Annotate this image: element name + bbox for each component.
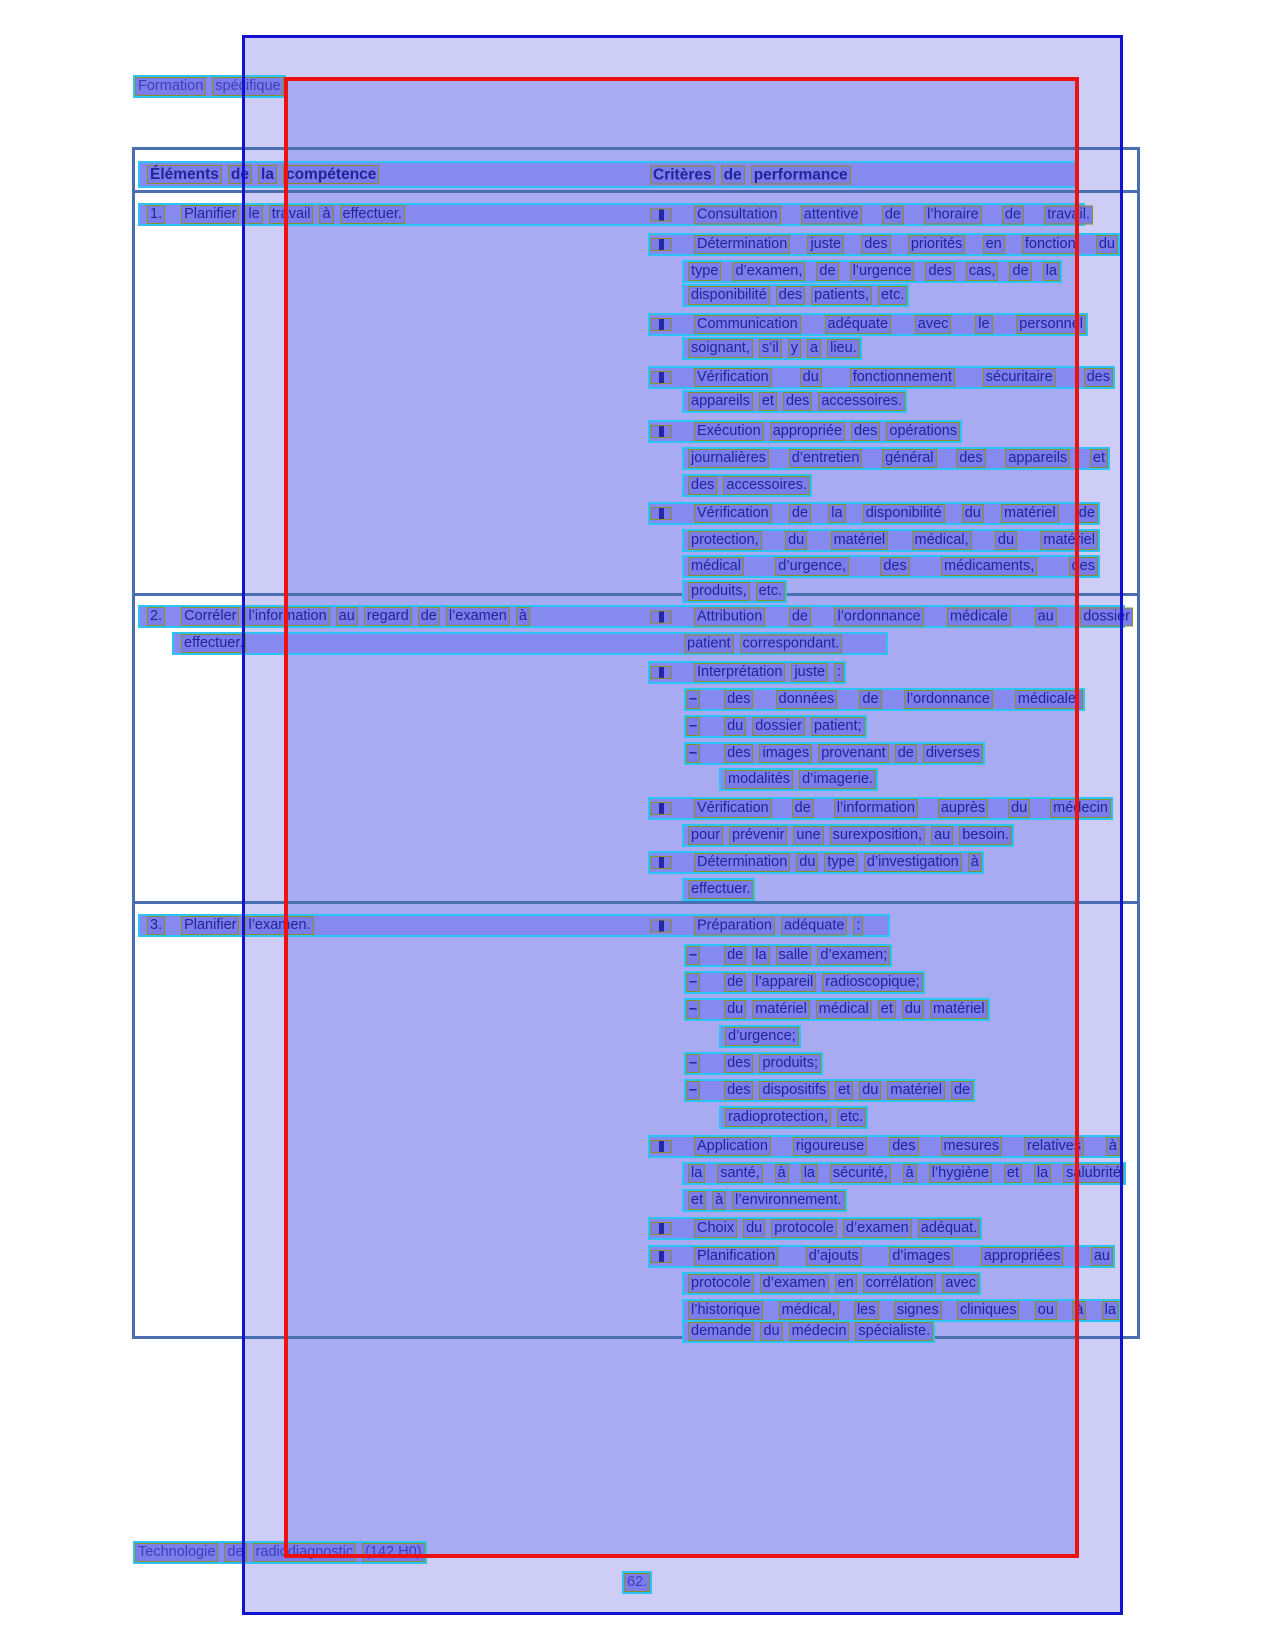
ocr-word: type [824, 853, 857, 872]
ocr-word: du [785, 531, 807, 550]
ocr-word: 1. [147, 205, 165, 224]
ocr-word: de [721, 165, 745, 184]
ocr-word: des [724, 744, 753, 763]
ocr-word: Application [694, 1137, 771, 1156]
ocr-word: et [1090, 449, 1108, 468]
ocr-word: d’examen; [817, 946, 890, 965]
ocr-word: Interprétation [694, 663, 785, 682]
ocr-word: de [1076, 504, 1098, 523]
ocr-word: dispositifs [759, 1081, 829, 1100]
ocr-word: adéquate [781, 916, 847, 935]
ocr-word: mesures [941, 1137, 1003, 1156]
ocr-word: au [336, 607, 358, 626]
ocr-word: d’urgence; [725, 1027, 799, 1046]
ocr-word: à [319, 205, 333, 224]
ocr-word: médicale [947, 607, 1011, 626]
ocr-word: rigoureuse [793, 1137, 868, 1156]
ocr-word: et [688, 1191, 706, 1210]
ocr-word: performance [751, 165, 851, 184]
ocr-word: produits, [688, 582, 750, 601]
ocr-word: spécifique [212, 77, 283, 96]
ocr-word: des [880, 557, 909, 576]
ocr-word: de [724, 973, 746, 992]
ocr-word: du [724, 717, 746, 736]
ocr-word: médical [816, 1000, 872, 1019]
ocr-word: de [228, 165, 252, 184]
ocr-word: la [828, 504, 845, 523]
ocr-word: images [759, 744, 812, 763]
ocr-word: et [759, 392, 777, 411]
ocr-word: correspondant. [740, 634, 843, 653]
ocr-word: avec [942, 1274, 979, 1293]
ocr-word: attentive [801, 205, 862, 224]
element-cell-text [181, 634, 246, 653]
ocr-word: Planification [694, 1247, 778, 1266]
ocr-word: Planifier [181, 205, 239, 224]
ocr-word: du [796, 853, 818, 872]
ocr-word: le [975, 315, 992, 334]
ocr-word: juste [791, 663, 828, 682]
ocr-word: patient; [811, 717, 865, 736]
ocr-word: la [801, 1164, 818, 1183]
ocr-word: l’examen. [245, 916, 313, 935]
ocr-word: l’horaire [924, 205, 982, 224]
ocr-word: besoin. [959, 826, 1012, 845]
ocr-word: Vérification [694, 368, 772, 387]
ocr-word: l’information [834, 799, 918, 818]
ocr-word: priorités [908, 235, 966, 254]
ocr-word: médical, [912, 531, 972, 550]
ocr-word: du [760, 1322, 782, 1341]
ocr-word: type [688, 262, 721, 281]
ocr-word: Détermination [694, 235, 790, 254]
ocr-word: des [889, 1137, 918, 1156]
ocr-word: du [724, 1000, 746, 1019]
ocr-word: la [1043, 262, 1060, 281]
ocr-word: la [752, 946, 769, 965]
ocr-word: la [258, 165, 277, 184]
ocr-word: Formation [135, 77, 206, 96]
ocr-word: médical, [779, 1301, 839, 1320]
ocr-word: modalités [725, 770, 793, 789]
ocr-word: d’ajouts [806, 1247, 862, 1266]
ocr-word: protocole [688, 1274, 754, 1293]
ocr-word: pour [688, 826, 723, 845]
ocr-word: dossier [752, 717, 805, 736]
ocr-word: – [686, 717, 700, 736]
ocr-word: matériel [752, 1000, 810, 1019]
ocr-word: des [688, 476, 717, 495]
ocr-word: radiodiagnostic [253, 1543, 357, 1562]
ocr-word: d’examen, [732, 262, 805, 281]
ocr-word: fonction [1022, 235, 1079, 254]
ocr-word: à [775, 1164, 789, 1183]
ocr-word: au [1091, 1247, 1113, 1266]
ocr-word: compétence [283, 165, 379, 184]
ocr-word: Consultation [694, 205, 781, 224]
ocr-word: des [724, 690, 753, 709]
ocr-word: patient [684, 634, 734, 653]
ocr-word: du [859, 1081, 881, 1100]
ocr-word: des [956, 449, 985, 468]
ocr-word: données [776, 690, 838, 709]
ocr-word: des [851, 422, 880, 441]
ocr-word: Corréler [181, 607, 239, 626]
ocr-word: au [931, 826, 953, 845]
ocr-word: médical [688, 557, 744, 576]
ocr-word: relatives [1024, 1137, 1084, 1156]
ocr-word: demande [688, 1322, 754, 1341]
ocr-word: Technologie [135, 1543, 218, 1562]
ocr-word: et [878, 1000, 896, 1019]
ocr-word: – [686, 690, 700, 709]
ocr-word: regard [364, 607, 412, 626]
ocr-word: spécialiste. [855, 1322, 933, 1341]
ocr-word: produits; [759, 1054, 821, 1073]
ocr-word: de [789, 607, 811, 626]
ocr-word: disponibilité [863, 504, 945, 523]
ocr-word: l’hygiène [929, 1164, 992, 1183]
ocr-word: et [835, 1081, 853, 1100]
ocr-word: la [1102, 1301, 1119, 1320]
ocr-word: dossier [1080, 607, 1133, 626]
ocr-word: les [854, 1301, 879, 1320]
ocr-word: des [776, 286, 805, 305]
ocr-word: général [882, 449, 936, 468]
ocr-word: d’urgence, [775, 557, 849, 576]
ocr-word: de [816, 262, 838, 281]
ocr-word: opérations [886, 422, 960, 441]
ocr-word: : [834, 663, 844, 682]
ocr-word: d’investigation [864, 853, 962, 872]
ocr-word: prévenir [729, 826, 787, 845]
ocr-word: etc. [756, 582, 785, 601]
ocr-word: à [1072, 1301, 1086, 1320]
ocr-word: Critères [650, 165, 715, 184]
ocr-word: ou [1035, 1301, 1057, 1320]
ocr-word: diverses [923, 744, 983, 763]
ocr-word: effectuer. [688, 880, 753, 899]
ocr-word: de [951, 1081, 973, 1100]
ocr-word: soignant, [688, 339, 753, 358]
ocr-word: disponibilité [688, 286, 770, 305]
ocr-word: fonctionnement [850, 368, 955, 387]
ocr-word: santé, [717, 1164, 763, 1183]
ocr-word: Choix [694, 1219, 737, 1238]
ocr-word: protocole [771, 1219, 837, 1238]
ocr-word: y [788, 339, 801, 358]
ocr-word: a [807, 339, 821, 358]
ocr-word: de [789, 504, 811, 523]
ocr-word: provenant [818, 744, 889, 763]
ocr-word: – [686, 1000, 700, 1019]
ocr-word: travail [269, 205, 314, 224]
ocr-word: l’historique [688, 1301, 763, 1320]
ocr-word: cas, [966, 262, 999, 281]
ocr-word: des [783, 392, 812, 411]
ocr-word: Préparation [694, 916, 775, 935]
ocr-word: salubrité [1063, 1164, 1124, 1183]
ocr-word: de [859, 690, 881, 709]
ocr-word: Planifier [181, 916, 239, 935]
ocr-word: – [686, 1054, 700, 1073]
ocr-word: 62. [624, 1573, 650, 1592]
ocr-word: en [983, 235, 1005, 254]
ocr-word: de [1009, 262, 1031, 281]
ocr-word: protection, [688, 531, 762, 550]
ocr-word: d’entretien [789, 449, 863, 468]
ocr-word: l’urgence [850, 262, 915, 281]
ocr-word: personnel [1016, 315, 1086, 334]
ocr-word: matériel [930, 1000, 988, 1019]
ocr-word: à [968, 853, 982, 872]
ocr-word: Détermination [694, 853, 790, 872]
ocr-word: Vérification [694, 799, 772, 818]
ocr-word: du [743, 1219, 765, 1238]
ocr-word: du [902, 1000, 924, 1019]
ocr-word: effectuer. [181, 634, 246, 653]
ocr-word: d’examen [843, 1219, 912, 1238]
ocr-word: accessoires. [818, 392, 905, 411]
ocr-word: etc. [878, 286, 907, 305]
ocr-word: sécurité, [830, 1164, 891, 1183]
ocr-word: accessoires. [723, 476, 810, 495]
ocr-word: journalières [688, 449, 769, 468]
ocr-word: une [793, 826, 823, 845]
ocr-word: l’information [245, 607, 329, 626]
ocr-word: l’appareil [752, 973, 816, 992]
ocr-word: lieu. [827, 339, 860, 358]
ocr-word: des [1069, 557, 1098, 576]
ocr-word: des [724, 1081, 753, 1100]
ocr-word: d’images [889, 1247, 953, 1266]
ocr-word: signes [894, 1301, 942, 1320]
ocr-word: appropriée [770, 422, 845, 441]
ocr-word: de [224, 1543, 246, 1562]
ocr-word: la [688, 1164, 705, 1183]
ocr-word: radioscopique; [822, 973, 922, 992]
ocr-word: 2. [147, 607, 165, 626]
ocr-word: la [1034, 1164, 1051, 1183]
ocr-word: – [686, 744, 700, 763]
ocr-word: le [245, 205, 262, 224]
ocr-word: matériel [1040, 531, 1098, 550]
ocr-word: de [1002, 205, 1024, 224]
ocr-word: de [724, 946, 746, 965]
ocr-word: d’examen [760, 1274, 829, 1293]
ocr-word: médecin [789, 1322, 850, 1341]
ocr-word: médecin [1050, 799, 1111, 818]
ocr-word: du [1008, 799, 1030, 818]
ocr-word: (142.H0) [362, 1543, 424, 1562]
ocr-word: du [800, 368, 822, 387]
ocr-word: appareils [688, 392, 753, 411]
ocr-word: matériel [831, 531, 889, 550]
ocr-word: appropriées [981, 1247, 1064, 1266]
ocr-word: et [1004, 1164, 1022, 1183]
ocr-word: Communication [694, 315, 801, 334]
ocr-word: matériel [1001, 504, 1059, 523]
ocr-word: à [1106, 1137, 1120, 1156]
ocr-word: sécuritaire [983, 368, 1056, 387]
ocr-word: l’ordonnance [834, 607, 923, 626]
ocr-word: à [903, 1164, 917, 1183]
ocr-word: Attribution [694, 607, 765, 626]
ocr-word: de [895, 744, 917, 763]
ocr-word: effectuer. [340, 205, 405, 224]
ocr-word: Vérification [694, 504, 772, 523]
ocr-word: salle [776, 946, 812, 965]
ocr-word: – [686, 1081, 700, 1100]
ocr-word: radioprotection, [725, 1108, 831, 1127]
ocr-word: avec [915, 315, 952, 334]
ocr-word: adéquat. [918, 1219, 980, 1238]
ocr-word: des [861, 235, 890, 254]
ocr-word: l’ordonnance [904, 690, 993, 709]
ocr-word: travail. [1044, 205, 1093, 224]
ocr-word: au [1035, 607, 1057, 626]
ocr-word: appareils [1005, 449, 1070, 468]
ocr-word: – [686, 973, 700, 992]
ocr-word: des [925, 262, 954, 281]
ocr-word: 3. [147, 916, 165, 935]
ocr-word: en [835, 1274, 857, 1293]
ocr-word: auprès [938, 799, 988, 818]
ocr-word: du [1096, 235, 1118, 254]
ocr-word: corrélation [863, 1274, 937, 1293]
ocr-word: surexposition, [830, 826, 925, 845]
ocr-word: l’environnement. [732, 1191, 844, 1210]
ocr-word: de [882, 205, 904, 224]
ocr-word: d’imagerie. [799, 770, 876, 789]
ocr-word: des [724, 1054, 753, 1073]
ocr-word: Éléments [147, 165, 222, 184]
ocr-word: cliniques [957, 1301, 1019, 1320]
ocr-word: patients, [811, 286, 872, 305]
ocr-word: adéquate [825, 315, 891, 334]
ocr-word: : [853, 916, 863, 935]
ocr-word: de [418, 607, 440, 626]
ocr-word: matériel [887, 1081, 945, 1100]
ocr-word: de [792, 799, 814, 818]
ocr-word: des [1084, 368, 1113, 387]
ocr-word: du [995, 531, 1017, 550]
ocr-word: juste [807, 235, 844, 254]
ocr-word: etc. [837, 1108, 866, 1127]
ocr-word: – [686, 946, 700, 965]
ocr-word: l’examen [446, 607, 510, 626]
ocr-word: à [516, 607, 530, 626]
ocr-word: médicaments, [941, 557, 1037, 576]
text-region-overlay-border [284, 77, 1079, 1558]
ocr-word: s’il [759, 339, 782, 358]
ocr-word: du [962, 504, 984, 523]
ocr-word: Exécution [694, 422, 764, 441]
ocr-word: médicale; [1015, 690, 1083, 709]
ocr-word: à [712, 1191, 726, 1210]
